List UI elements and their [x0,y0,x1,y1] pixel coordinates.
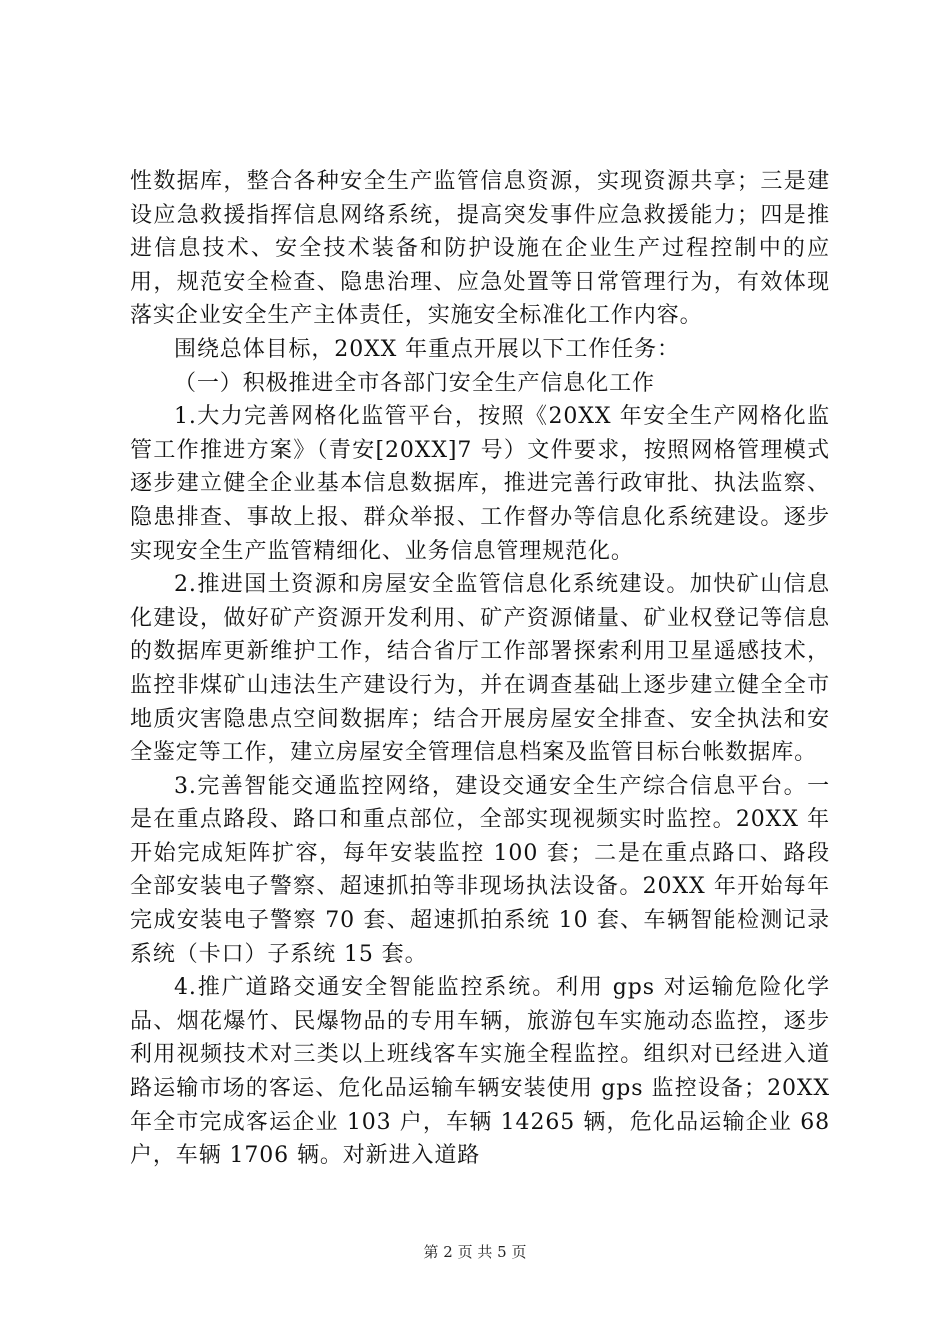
document-body [130,165,830,1173]
page-footer: 第 2 页 共 5 页 [423,1243,527,1261]
paragraph-item-1: 1.大力完善网格化监管平台，按照《20XX 年安全生产网格化监管工作推进方案》（青安[20XX]7 号）文件要求，按照网格管理模式逐步建立健全企业基本信息数据库，推进完善行政审批、执法监察、隐患排查、事故上报、群众举报、工作督办等信息化系统建设。逐步实现安全生产监管精细化、业务信息管理规范化。 [130,404,830,564]
paragraph-continuation: 性数据库，整合各种安全生产监管信息资源，实现资源共享；三是建设应急救援指挥信息网络系统，提高突发事件应急救援能力；四是推进信息技术、安全技术装备和防护设施在企业生产过程控制中的应用，规范安全检查、隐患治理、应急处置等日常管理行为，有效体现落实企业安全生产主体责任，实施安全标准化工作内容。 [130,169,830,329]
paragraph-item-4: 4.推广道路交通安全智能监控系统。利用 gps 对运输危险化学品、烟花爆竹、民爆物品的专用车辆，旅游包车实施动态监控，逐步利用视频技术对三类以上班线客车实施全程监控。组织对已经进入道路运输市场的客运、危化品运输车辆安装使用 gps 监控设备；20XX 年全市完成客运企业 103 户，车辆 14265 辆，危化品运输企业 68 户，车辆 1706 辆。对新进入道路 [130,975,830,1169]
paragraph-item-2: 2.推进国土资源和房屋安全监管信息化系统建设。加快矿山信息化建设，做好矿产资源开发利用、矿产资源储量、矿业权登记等信息的数据库更新维护工作，结合省厅工作部署探索利用卫星遥感技术，监控非煤矿山违法生产建设行为，并在调查基础上逐步建立健全全市地质灾害隐患点空间数据库；结合开展房屋安全排查、安全执法和安全鉴定等工作，建立房屋安全管理信息档案及监管目标台帐数据库。 [130,572,830,766]
paragraph-item-3: 3.完善智能交通监控网络，建设交通安全生产综合信息平台。一是在重点路段、路口和重点部位，全部实现视频实时监控。20XX 年开始完成矩阵扩容，每年安装监控 100 套；二是在重点路口、路段全部安装电子警察、超速抓拍等非现场执法设备。20XX 年开始每年完成安装电子警察 70 套、超速抓拍系统 10 套、车辆智能检测记录系统（卡口）子系统 15 套。 [130,773,830,967]
paragraph-intro: 围绕总体目标，20XX 年重点开展以下工作任务： [174,336,680,362]
section-heading: （一）积极推进全市各部门安全生产信息化工作 [174,370,655,396]
